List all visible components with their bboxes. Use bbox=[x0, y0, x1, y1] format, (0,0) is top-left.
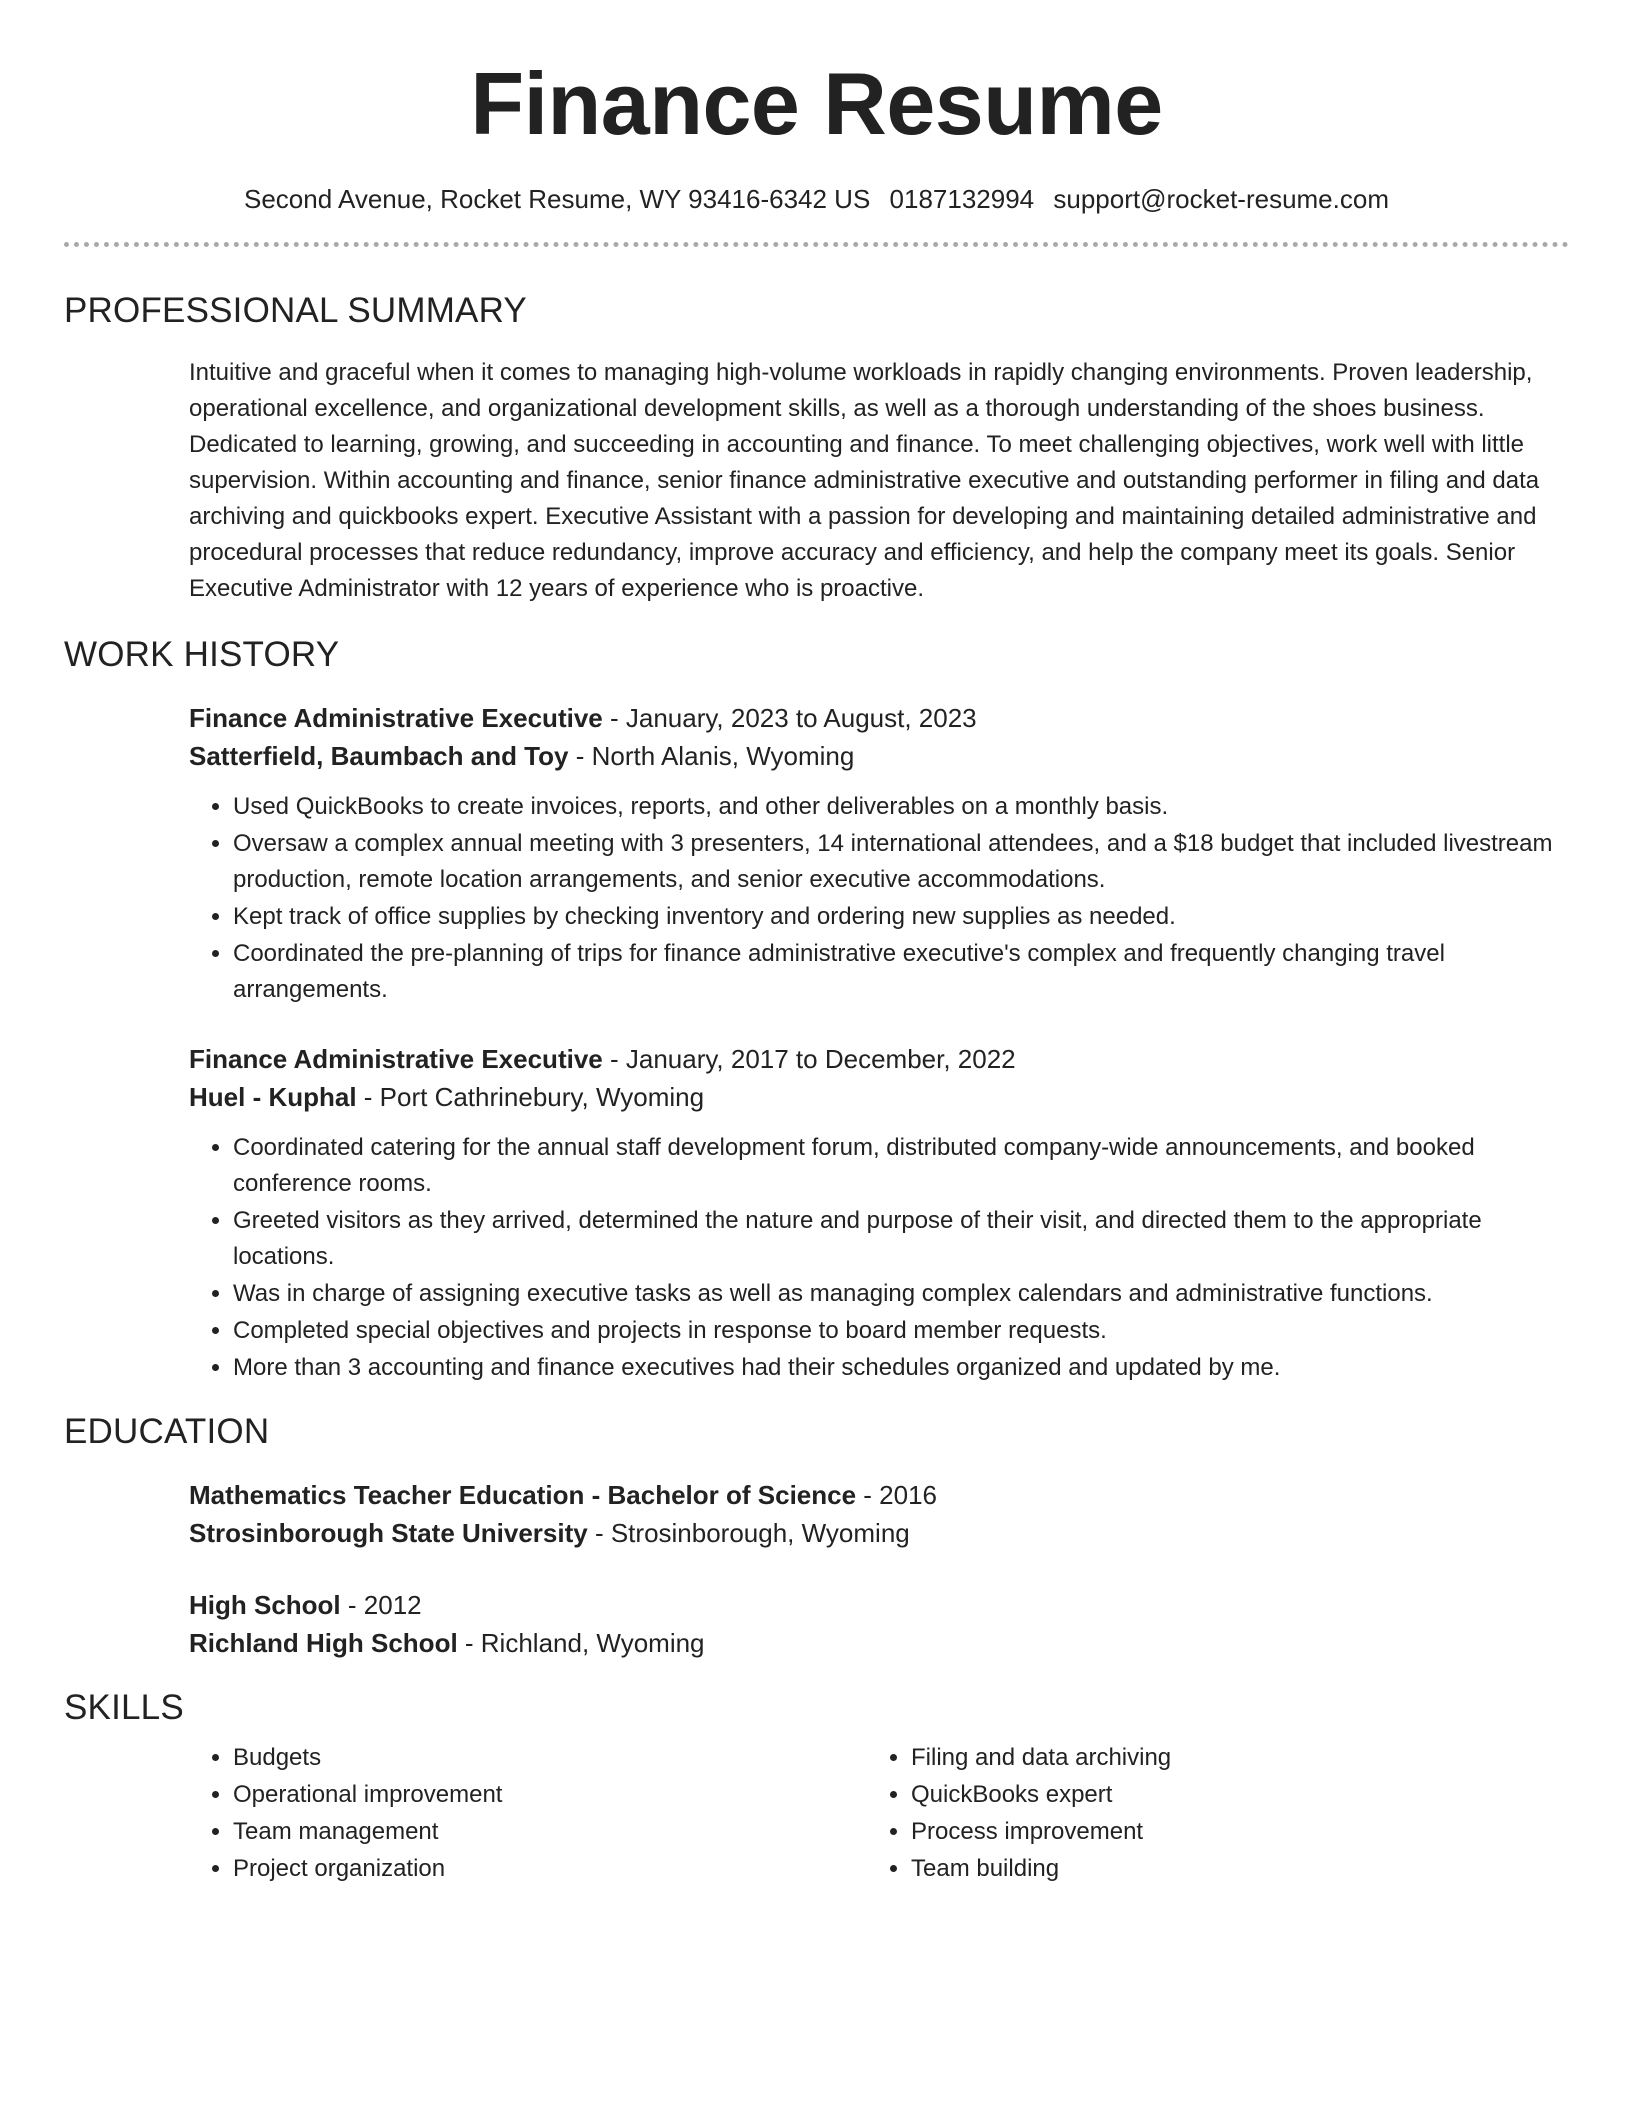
job-company-line bbox=[189, 737, 1569, 775]
skills-column-left bbox=[189, 1740, 867, 1888]
contact-email: support@rocket-resume.com bbox=[1053, 184, 1389, 214]
skill-item: • Team management bbox=[233, 1814, 867, 1850]
job-bullet: • Greeted visitors as they arrived, determined the nature and purpose of their visit, and directed them to the appropriate locations. bbox=[233, 1203, 1569, 1275]
education-year: - 2012 bbox=[340, 1590, 422, 1620]
job-bullet: • Completed special objectives and projects in response to board member requests. bbox=[233, 1313, 1569, 1349]
skill-item: • QuickBooks expert bbox=[911, 1777, 1545, 1813]
contact-info bbox=[64, 182, 1569, 216]
education-location: - Richland, Wyoming bbox=[457, 1628, 705, 1658]
education-degree: High School bbox=[189, 1590, 341, 1620]
job-company-line bbox=[189, 1078, 1569, 1116]
job-bullet: • Kept track of office supplies by checking inventory and ordering new supplies as needed. bbox=[233, 899, 1569, 935]
job-dates: - January, 2023 to August, 2023 bbox=[602, 703, 977, 733]
job-title-line bbox=[189, 1040, 1569, 1078]
resume-title: Finance Resume bbox=[470, 54, 1163, 153]
job-entry bbox=[189, 699, 1569, 1008]
contact-address: Second Avenue, Rocket Resume, WY 93416-6342 US bbox=[243, 184, 871, 214]
skill-item: • Project organization bbox=[233, 1851, 867, 1887]
education-degree-line bbox=[189, 1476, 1569, 1514]
job-bullets bbox=[189, 789, 1569, 1008]
job-bullet: • Was in charge of assigning executive tasks as well as managing complex calendars and administrative functions. bbox=[233, 1276, 1569, 1312]
job-bullet: • More than 3 accounting and finance executives had their schedules organized and updated by me. bbox=[233, 1350, 1569, 1386]
education-degree: Mathematics Teacher Education - Bachelor of Science bbox=[189, 1480, 857, 1510]
job-bullet: • Oversaw a complex annual meeting with 3 presenters, 14 international attendees, and a $18 budget that included livestream production, remote location arrangements, and senior executive accommodations. bbox=[233, 826, 1569, 898]
skills-column-right bbox=[867, 1740, 1545, 1888]
education-year: - 2016 bbox=[856, 1480, 938, 1510]
skills-heading: SKILLS bbox=[64, 1688, 184, 1727]
education-entry bbox=[189, 1586, 1569, 1662]
job-company: Satterfield, Baumbach and Toy bbox=[189, 741, 569, 771]
job-location: - Port Cathrinebury, Wyoming bbox=[356, 1082, 705, 1112]
job-dates: - January, 2017 to December, 2022 bbox=[602, 1044, 1016, 1074]
skill-item: • Operational improvement bbox=[233, 1777, 867, 1813]
education-degree-line bbox=[189, 1586, 1569, 1624]
job-bullets bbox=[189, 1130, 1569, 1386]
skill-item: • Budgets bbox=[233, 1740, 867, 1776]
education-school: Richland High School bbox=[189, 1628, 458, 1658]
education-entry bbox=[189, 1476, 1569, 1552]
skill-item: • Process improvement bbox=[911, 1814, 1545, 1850]
education-school: Strosinborough State University bbox=[189, 1518, 588, 1548]
job-title: Finance Administrative Executive bbox=[189, 1044, 603, 1074]
job-title-line bbox=[189, 699, 1569, 737]
skills-list bbox=[189, 1740, 867, 1887]
job-location: - North Alanis, Wyoming bbox=[568, 741, 855, 771]
header-divider bbox=[64, 242, 1569, 247]
work-history-heading: WORK HISTORY bbox=[64, 635, 340, 674]
job-bullet: • Coordinated catering for the annual staff development forum, distributed company-wide announcements, and booked conference rooms. bbox=[233, 1130, 1569, 1202]
skill-item: • Filing and data archiving bbox=[911, 1740, 1545, 1776]
contact-phone: 0187132994 bbox=[889, 184, 1035, 214]
job-bullet: • Used QuickBooks to create invoices, reports, and other deliverables on a monthly basis. bbox=[233, 789, 1569, 825]
summary-heading: PROFESSIONAL SUMMARY bbox=[64, 291, 527, 330]
summary-text: Intuitive and graceful when it comes to managing high-volume workloads in rapidly changing environments. Proven leadership, operational excellence, and organizational development skills, as well as a thorough understanding of the shoes business. Dedicated to learning, growing, and succeeding in accounting and finance. To meet challenging objectives, work well with little supervision. Within accounting and finance, senior finance administrative executive and outstanding performer in filing and data archiving and quickbooks expert. Executive Assistant with a passion for developing and maintaining detailed administrative and procedural processes that reduce redundancy, improve accuracy and efficiency, and help the company meet its goals. Senior Executive Administrator with 12 years of experience who is proactive. bbox=[189, 359, 1540, 602]
job-entry bbox=[189, 1040, 1569, 1386]
job-title: Finance Administrative Executive bbox=[189, 703, 603, 733]
education-school-line bbox=[189, 1624, 1569, 1662]
skill-item: • Team building bbox=[911, 1851, 1545, 1887]
education-heading: EDUCATION bbox=[64, 1412, 270, 1451]
skills-grid bbox=[189, 1740, 1569, 1888]
job-company: Huel - Kuphal bbox=[189, 1082, 357, 1112]
skills-list bbox=[867, 1740, 1545, 1887]
education-school-line bbox=[189, 1514, 1569, 1552]
education-location: - Strosinborough, Wyoming bbox=[587, 1518, 910, 1548]
job-bullet: • Coordinated the pre-planning of trips for finance administrative executive's complex and frequently changing travel arrangements. bbox=[233, 936, 1569, 1008]
